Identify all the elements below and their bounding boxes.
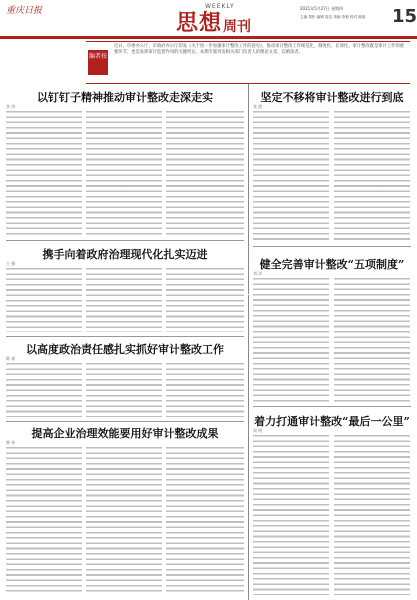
article-byline: 黄 伟 <box>6 440 16 445</box>
article-body-column <box>253 278 329 402</box>
article-headline: 携手向着政府治理现代化扎实迈进 <box>42 248 208 261</box>
article-headline: 坚定不移将审计整改进行到底 <box>260 91 404 104</box>
editor-credits: 主编 郑松 编辑 周洁 美编 李艳 校对 陈丽 <box>300 15 366 19</box>
page-number: 15 <box>392 6 417 27</box>
article-byline: 周 明 <box>253 428 263 433</box>
article-divider <box>6 336 244 337</box>
column-divider <box>248 84 249 294</box>
article-byline: 李 涛 <box>6 104 16 109</box>
article-body-column <box>166 363 244 417</box>
article-byline: 张 凯 <box>253 104 263 109</box>
section-title: 思想 <box>176 10 223 36</box>
article-body-column <box>86 447 162 595</box>
article-body-column <box>6 111 82 237</box>
article-divider <box>6 421 244 422</box>
article-body-column <box>334 435 410 595</box>
article-headline: 健全完善审计整改“五项制度” <box>259 258 405 271</box>
article-divider <box>253 406 411 407</box>
article-body-column <box>86 268 162 332</box>
article-divider <box>253 246 411 247</box>
editor-note-text: 近日，市委办公厅、市政府办公厅印发《关于进一步加强审计整改工作的意见》，推动审计整改工作规范化、制度化、长效化。审计整改既是审计工作的重要环节，也是发挥审计监督作用的关键所在。本期专版刊发相关部门负责人的理论文章，以飨读者。 <box>114 44 405 56</box>
article-body-column <box>86 363 162 417</box>
article-body-column <box>6 447 82 595</box>
masthead-rule <box>0 36 417 39</box>
article-body-column <box>166 447 244 595</box>
weekly-label: WEEKLY <box>205 3 235 10</box>
article-body-column <box>166 268 244 332</box>
article-body-column <box>253 435 329 595</box>
article-body-column <box>166 111 244 237</box>
article-divider <box>6 240 244 241</box>
article-byline: 刘 洋 <box>253 271 263 276</box>
newspaper-logo: 重庆日报 <box>6 6 43 16</box>
article-headline: 着力打通审计整改“最后一公里” <box>254 415 410 428</box>
article-body-column <box>86 111 162 237</box>
date-line: 2021年5月27日 星期四 <box>300 6 344 11</box>
article-headline: 以高度政治责任感扎实抓好审计整改工作 <box>26 343 224 356</box>
article-body-column <box>6 363 82 417</box>
article-body-column <box>253 111 329 241</box>
editor-note-tag: 编者按 <box>88 50 108 75</box>
article-byline: 王 强 <box>6 261 16 266</box>
article-body-column <box>6 268 82 332</box>
article-byline: 陈 斌 <box>6 356 16 361</box>
article-body-column <box>334 278 410 402</box>
article-body-column <box>334 111 410 241</box>
article-headline: 以钉钉子精神推动审计整改走深走实 <box>37 91 213 104</box>
article-headline: 提高企业治理效能要用好审计整改成果 <box>31 427 219 440</box>
masthead <box>0 0 417 40</box>
section-subtitle: 周刊 <box>223 19 251 35</box>
column-divider <box>248 295 249 600</box>
